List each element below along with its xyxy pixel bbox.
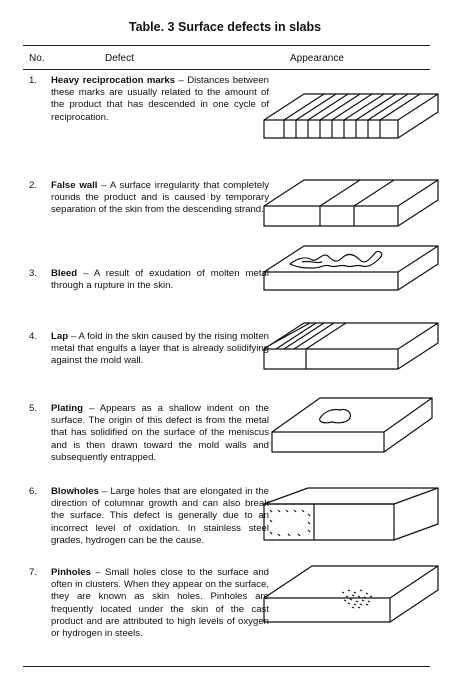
slab-lap-drawing bbox=[262, 315, 442, 387]
row-number: 2. bbox=[29, 180, 38, 191]
row-number: 4. bbox=[29, 331, 38, 342]
slab-bleed-drawing bbox=[262, 238, 442, 310]
top-rule bbox=[23, 45, 430, 46]
defect-description: – A fold in the skin caused by the rising molten metal that engulfs a layer that is already solidifying against the mold wall. bbox=[51, 331, 269, 367]
row-text bbox=[51, 180, 269, 217]
slab-plating-drawing bbox=[262, 390, 442, 472]
row-number: 6. bbox=[29, 486, 38, 497]
table-title: Table. 3 Surface defects in slabs bbox=[128, 20, 322, 34]
defect-name: Blowholes bbox=[51, 486, 99, 497]
row-text bbox=[51, 567, 269, 640]
defect-description: – Distances between these marks are usually related to the amount of the product that has descended in one cycle of reciprocation. bbox=[51, 75, 269, 123]
slab-blowholes-drawing bbox=[262, 484, 442, 556]
row-number: 5. bbox=[29, 403, 38, 414]
defect-name: Heavy reciprocation marks bbox=[51, 75, 176, 86]
header-rule bbox=[23, 69, 430, 70]
row-number: 3. bbox=[29, 268, 38, 279]
defect-name: Lap bbox=[51, 331, 69, 342]
bottom-rule bbox=[23, 666, 430, 667]
slab-pinholes-drawing bbox=[262, 560, 442, 650]
defect-description: – Appears as a shallow indent on the surface. The origin of this defect is from the metal that has solidified on the surface of the meniscus and is then drawn toward the mold walls and subsequently entrapped. bbox=[51, 403, 269, 463]
defect-description: – Large holes that are elongated in the direction of columnar growth and can also break the surface. This defect is generally due to an incorrect level of oxidation. In stainless steel grades, hydrogen can be the cause. bbox=[51, 486, 269, 546]
row-text bbox=[51, 403, 269, 464]
defect-description: – A result of exudation of molten metal through a rupture in the skin. bbox=[51, 268, 269, 292]
row-number: 7. bbox=[29, 567, 38, 578]
column-header-defect: Defect bbox=[105, 53, 134, 64]
row-number: 1. bbox=[29, 75, 38, 86]
column-header-appearance: Appearance bbox=[290, 53, 344, 64]
row-text bbox=[51, 268, 269, 292]
defect-description: – Small holes close to the surface and often in clusters. When they appear on the surface, they are known as skin holes. Pinholes are frequently located under the skin of the cast product and are attributed to high levels of oxygen or hydrogen in steels. bbox=[51, 567, 269, 640]
defect-name: False wall bbox=[51, 180, 98, 191]
column-header-no: No. bbox=[29, 53, 45, 64]
row-text bbox=[51, 75, 269, 124]
defect-description: – A surface irregularity that completely rounds the product and is caused by temporary separation of the skin from the descending strand. bbox=[51, 180, 270, 216]
slab-reciprocation-marks-drawing bbox=[262, 80, 442, 162]
row-text bbox=[51, 486, 269, 547]
defect-name: Pinholes bbox=[51, 567, 91, 578]
defect-name: Plating bbox=[51, 403, 83, 414]
defect-name: Bleed bbox=[51, 268, 78, 279]
slab-false-wall-drawing bbox=[262, 174, 442, 246]
row-text bbox=[51, 331, 269, 368]
